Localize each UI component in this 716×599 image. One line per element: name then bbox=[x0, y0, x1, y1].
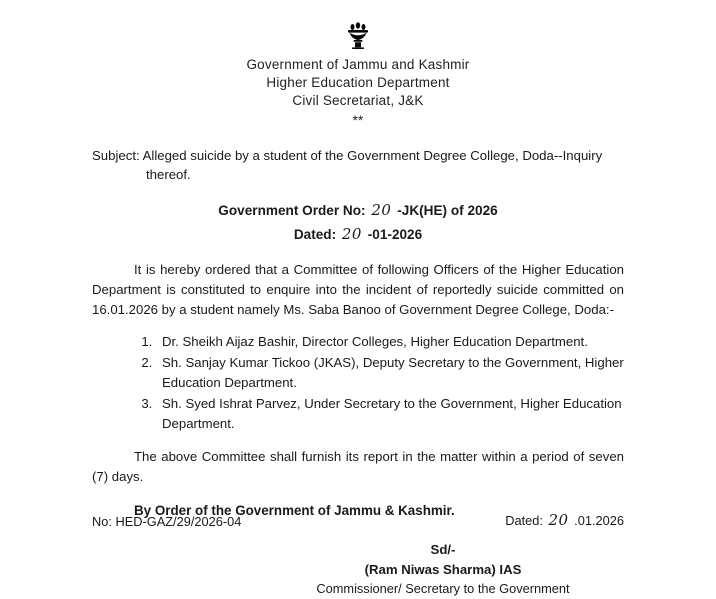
order-number-label: Government Order No: bbox=[218, 203, 366, 219]
list-item: 1. Dr. Sheikh Aijaz Bashir, Director Colleges, Higher Education Department. bbox=[156, 332, 624, 352]
header-government-line: Government of Jammu and Kashmir bbox=[246, 57, 470, 72]
order-number-block bbox=[92, 198, 624, 246]
signature-block bbox=[92, 540, 624, 599]
signature-name: (Ram Niwas Sharma) IAS bbox=[364, 561, 522, 577]
order-dated-line bbox=[92, 222, 624, 246]
order-dated-label: Dated: bbox=[293, 227, 337, 243]
order-dated-suffix: -01-2026 bbox=[367, 227, 423, 243]
signature-designation: Commissioner/ Secretary to the Government bbox=[316, 581, 570, 597]
document-header bbox=[92, 56, 624, 130]
order-paragraph-2: The above Committee shall furnish its report in the matter within a period of seven (7) days. bbox=[92, 449, 624, 484]
order-dated-handwritten: 20 bbox=[341, 225, 362, 244]
subject-label: Subject: bbox=[92, 147, 140, 163]
footer-file-number: No: HED-GAZ/29/2026-04 bbox=[92, 514, 242, 529]
officers-list bbox=[92, 332, 624, 434]
list-item: 3. Sh. Syed Ishrat Parvez, Under Secretary to the Government, Higher Education Department. bbox=[156, 394, 624, 433]
subject-text-line1: Alleged suicide by a student of the Government Degree College, Doda--Inquiry bbox=[142, 147, 603, 163]
header-separator-stars: ** bbox=[352, 112, 364, 128]
subject-text-line2: thereof. bbox=[146, 167, 191, 183]
list-item: 2. Sh. Sanjay Kumar Tickoo (JKAS), Deputy Secretary to the Government, Higher Education Department. bbox=[156, 353, 624, 392]
order-paragraph-1: It is hereby ordered that a Committee of following Officers of the Higher Education Department is constituted to enquire into the incident of reportedly suicide committed on 16.01.2026 by a student namely Ms. Saba Banoo of Government Degree College, Doda:- bbox=[92, 262, 624, 317]
by-order-line: By Order of the Government of Jammu & Kashmir. bbox=[134, 502, 455, 518]
subject-block bbox=[92, 146, 624, 184]
document-footer bbox=[92, 511, 624, 529]
order-number-handwritten: 20 bbox=[371, 201, 392, 220]
footer-date-handwritten: 20 bbox=[548, 511, 569, 529]
footer-date-label: Dated: bbox=[505, 513, 543, 528]
emblem-container bbox=[92, 18, 624, 54]
national-emblem-icon bbox=[341, 18, 375, 52]
header-secretariat-line: Civil Secretariat, J&K bbox=[292, 93, 424, 109]
footer-date bbox=[505, 511, 624, 529]
header-department-line: Higher Education Department bbox=[266, 75, 450, 91]
order-number-line bbox=[92, 198, 624, 222]
footer-date-suffix: .01.2026 bbox=[574, 513, 624, 528]
order-number-suffix: -JK(HE) of 2026 bbox=[397, 203, 498, 219]
signature-sd: Sd/- bbox=[430, 541, 456, 557]
